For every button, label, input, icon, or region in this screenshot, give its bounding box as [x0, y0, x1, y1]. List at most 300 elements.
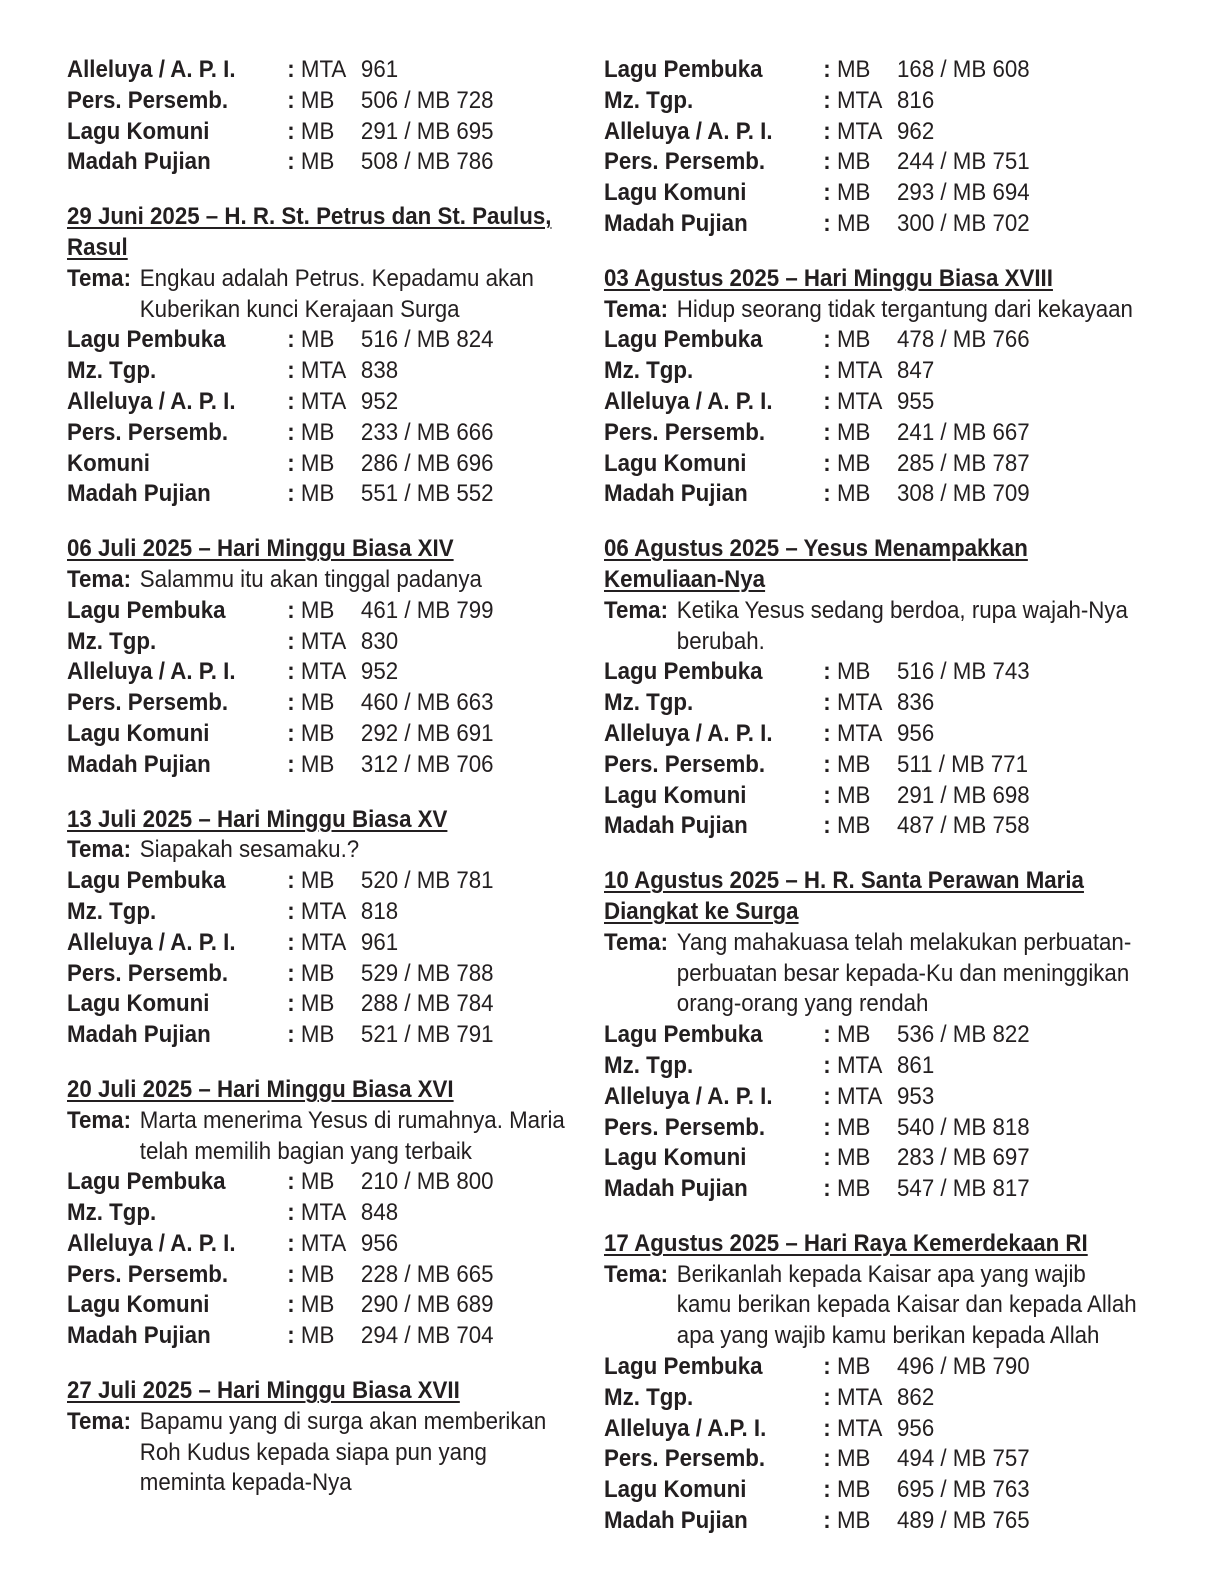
song-book: MB [300, 1322, 335, 1350]
section-heading [67, 534, 522, 565]
song-colon: : [823, 357, 831, 385]
tema-line [604, 1290, 1141, 1321]
song-colon: : [287, 357, 295, 385]
song-label: Alleluya / A. P. I. [604, 117, 773, 145]
song-row [604, 1020, 1141, 1051]
song-row [604, 1113, 1141, 1144]
left-column [67, 55, 567, 1499]
song-label: Mz. Tgp. [604, 1383, 694, 1411]
section-heading-text: 06 Juli 2025 – Hari Minggu Biasa XIV [67, 535, 454, 563]
song-colon: : [287, 990, 295, 1018]
song-label: Lagu Pembuka [67, 867, 226, 895]
song-number: 292 / MB 691 [360, 719, 494, 747]
song-label: Pers. Persemb. [67, 959, 229, 987]
song-row [67, 479, 522, 510]
section-heading-text: 29 Juni 2025 – H. R. St. Petrus dan St. Paulus, [67, 203, 552, 231]
song-row [67, 117, 522, 148]
song-book: MB [300, 1260, 335, 1288]
song-label: Pers. Persemb. [67, 418, 229, 446]
song-label: Madah Pujian [604, 1507, 748, 1535]
song-number: 489 / MB 765 [897, 1507, 1030, 1535]
song-label: Lagu Pembuka [604, 658, 763, 686]
song-colon: : [823, 480, 831, 508]
song-number: 300 / MB 702 [897, 209, 1030, 237]
song-colon: : [823, 812, 831, 840]
song-colon: : [823, 209, 831, 237]
song-book: MB [300, 959, 335, 987]
song-label: Pers. Persemb. [604, 1445, 766, 1473]
song-label: Lagu Pembuka [604, 1021, 763, 1049]
song-colon: : [823, 750, 831, 778]
song-label: Mz. Tgp. [604, 86, 694, 114]
song-label: Lagu Komuni [67, 990, 210, 1018]
tema-line [67, 1438, 522, 1469]
song-number: 487 / MB 758 [897, 812, 1030, 840]
song-book: MB [836, 480, 871, 508]
song-book: MTA [300, 1199, 347, 1227]
song-label: Lagu Komuni [604, 1144, 747, 1172]
song-book: MB [836, 750, 871, 778]
tema-text: Hidup seorang tidak tergantung dari kekayaan [676, 295, 1133, 323]
song-label: Alleluya / A. P. I. [604, 719, 773, 747]
song-colon: : [823, 387, 831, 415]
song-colon: : [287, 1168, 295, 1196]
tema-text: apa yang wajib kamu berikan kepada Allah [676, 1322, 1100, 1350]
song-book: MTA [300, 658, 347, 686]
song-book: MB [836, 449, 871, 477]
song-colon: : [823, 689, 831, 717]
song-label: Lagu Pembuka [604, 326, 763, 354]
section-heading [67, 1075, 522, 1106]
song-row [604, 811, 1141, 842]
song-row [67, 356, 522, 387]
song-row [67, 866, 522, 897]
song-book: MB [300, 148, 335, 176]
song-row [604, 1444, 1141, 1475]
song-book: MB [300, 1021, 335, 1049]
song-book: MTA [836, 719, 883, 747]
song-label: Mz. Tgp. [604, 689, 694, 717]
song-label: Lagu Komuni [604, 179, 747, 207]
song-number: 308 / MB 709 [897, 480, 1030, 508]
song-colon: : [823, 1021, 831, 1049]
song-row [67, 959, 522, 990]
song-colon: : [823, 1051, 831, 1079]
song-book: MB [300, 326, 335, 354]
song-label: Lagu Pembuka [604, 56, 763, 83]
song-number: 233 / MB 666 [360, 418, 494, 446]
song-label: Komuni [67, 449, 150, 477]
tema-label: Tema: [604, 596, 669, 624]
tema-label: Tema: [604, 1260, 669, 1288]
section-heading [67, 202, 552, 233]
song-colon: : [287, 56, 295, 83]
song-row [604, 1475, 1141, 1506]
tema-line [67, 1468, 522, 1499]
song-label: Madah Pujian [604, 209, 748, 237]
song-book: MB [300, 596, 335, 624]
tema-line [67, 835, 522, 866]
song-row [67, 897, 522, 928]
section-spacer [67, 510, 567, 534]
song-colon: : [823, 179, 831, 207]
song-book: MTA [300, 928, 347, 956]
section-heading [604, 866, 1141, 897]
song-number: 460 / MB 663 [360, 689, 494, 717]
song-label: Lagu Komuni [604, 449, 747, 477]
song-number: 516 / MB 824 [360, 326, 494, 354]
song-colon: : [287, 1229, 295, 1257]
song-colon: : [287, 627, 295, 655]
tema-text: kamu berikan kepada Kaisar dan kepada Allah [676, 1291, 1137, 1319]
section-spacer [604, 842, 1194, 866]
tema-line [67, 1106, 565, 1137]
song-label: Madah Pujian [604, 1175, 748, 1203]
section-heading-text: Kemuliaan-Nya [604, 565, 766, 593]
section-spacer [67, 781, 567, 805]
song-book: MB [300, 418, 335, 446]
song-label: Pers. Persemb. [67, 1260, 229, 1288]
song-book: MTA [836, 1414, 883, 1442]
song-colon: : [823, 1353, 831, 1381]
tema-text: Marta menerima Yesus di rumahnya. Maria [139, 1106, 565, 1134]
song-number: 506 / MB 728 [360, 86, 494, 114]
song-colon: : [823, 781, 831, 809]
song-label: Mz. Tgp. [67, 897, 157, 925]
song-row [604, 449, 1141, 480]
song-label: Mz. Tgp. [604, 357, 694, 385]
song-colon: : [287, 117, 295, 145]
section-heading [67, 1376, 522, 1407]
song-book: MB [836, 56, 871, 83]
song-row [67, 657, 522, 688]
song-book: MTA [300, 897, 347, 925]
tema-line [604, 989, 1141, 1020]
song-row [604, 1506, 1141, 1537]
section-heading [604, 534, 1141, 565]
song-row [67, 719, 522, 750]
tema-text: Salammu itu akan tinggal padanya [139, 565, 482, 593]
song-colon: : [823, 449, 831, 477]
song-row [604, 418, 1141, 449]
song-number: 547 / MB 817 [897, 1175, 1030, 1203]
song-label: Alleluya / A. P. I. [604, 1082, 773, 1110]
tema-label: Tema: [67, 264, 132, 292]
song-number: 516 / MB 743 [897, 658, 1030, 686]
tema-line [604, 928, 1141, 959]
tema-text: meminta kepada-Nya [139, 1469, 352, 1497]
song-book: MB [836, 781, 871, 809]
song-colon: : [287, 418, 295, 446]
song-label: Pers. Persemb. [67, 689, 229, 717]
song-row [67, 1260, 522, 1291]
song-number: 241 / MB 667 [897, 418, 1030, 446]
section-heading-text: Rasul [67, 233, 128, 261]
song-colon: : [287, 1199, 295, 1227]
song-row [604, 688, 1141, 719]
song-colon: : [287, 928, 295, 956]
song-row [67, 1290, 522, 1321]
song-number: 956 [897, 719, 935, 747]
song-label: Lagu Komuni [67, 719, 210, 747]
song-row [604, 1082, 1141, 1113]
song-row [67, 1321, 522, 1352]
song-number: 291 / MB 698 [897, 781, 1030, 809]
tema-text: Siapakah sesamaku.? [139, 836, 360, 864]
song-row [67, 387, 522, 418]
song-label: Alleluya / A. P. I. [67, 928, 236, 956]
song-colon: : [823, 1445, 831, 1473]
song-number: 478 / MB 766 [897, 326, 1030, 354]
song-number: 508 / MB 786 [360, 148, 494, 176]
song-book: MB [836, 148, 871, 176]
song-book: MB [300, 990, 335, 1018]
song-row [604, 387, 1141, 418]
section-spacer [604, 240, 1194, 264]
song-colon: : [287, 1291, 295, 1319]
song-row [604, 209, 1141, 240]
tema-text: Kuberikan kunci Kerajaan Surga [139, 295, 460, 323]
tema-label: Tema: [67, 1106, 132, 1134]
song-book: MB [836, 1113, 871, 1141]
song-number: 830 [360, 627, 399, 655]
song-number: 952 [360, 658, 399, 686]
song-colon: : [823, 326, 831, 354]
song-row [604, 750, 1141, 781]
section-heading-text: 03 Agustus 2025 – Hari Minggu Biasa XVIII [604, 264, 1053, 292]
song-label: Mz. Tgp. [67, 1199, 157, 1227]
tema-text: perbuatan besar kepada-Ku dan meninggikan [676, 959, 1130, 987]
tema-text: Berikanlah kepada Kaisar apa yang wajib [676, 1260, 1086, 1288]
song-row [67, 928, 522, 959]
tema-line [604, 1321, 1141, 1352]
section-heading [67, 233, 522, 264]
tema-label: Tema: [604, 928, 669, 956]
song-book: MB [836, 812, 871, 840]
song-row [67, 1167, 522, 1198]
song-colon: : [823, 1383, 831, 1411]
song-number: 955 [897, 387, 935, 415]
song-book: MB [836, 179, 871, 207]
section-heading-text: Diangkat ke Surga [604, 897, 799, 925]
song-colon: : [823, 1414, 831, 1442]
tema-line [67, 295, 522, 326]
song-colon: : [823, 1175, 831, 1203]
song-label: Pers. Persemb. [604, 750, 766, 778]
song-number: 847 [897, 357, 935, 385]
song-label: Lagu Komuni [67, 117, 210, 145]
song-label: Lagu Pembuka [604, 1353, 763, 1381]
song-colon: : [823, 719, 831, 747]
song-row [67, 750, 522, 781]
song-book: MB [300, 1291, 335, 1319]
tema-text: Engkau adalah Petrus. Kepadamu akan [139, 264, 534, 292]
tema-line [604, 1260, 1141, 1291]
song-label: Alleluya / A. P. I. [67, 1229, 236, 1257]
song-colon: : [287, 480, 295, 508]
song-colon: : [287, 1260, 295, 1288]
song-colon: : [287, 867, 295, 895]
song-colon: : [287, 387, 295, 415]
tema-label: Tema: [67, 1407, 132, 1435]
song-book: MB [836, 209, 871, 237]
song-colon: : [287, 719, 295, 747]
song-row [67, 1229, 522, 1260]
song-row [67, 1020, 522, 1051]
song-label: Pers. Persemb. [604, 148, 766, 176]
song-number: 291 / MB 695 [360, 117, 494, 145]
tema-line [604, 627, 1141, 658]
song-label: Alleluya / A. P. I. [67, 658, 236, 686]
song-book: MB [836, 1507, 871, 1535]
song-number: 494 / MB 757 [897, 1445, 1030, 1473]
song-number: 228 / MB 665 [360, 1260, 494, 1288]
song-number: 861 [897, 1051, 935, 1079]
song-book: MB [300, 689, 335, 717]
song-colon: : [287, 148, 295, 176]
song-number: 511 / MB 771 [897, 750, 1028, 778]
tema-text: orang-orang yang rendah [676, 990, 929, 1018]
right-column [604, 55, 1194, 1537]
song-label: Mz. Tgp. [604, 1051, 694, 1079]
song-row [604, 1174, 1141, 1205]
song-book: MTA [836, 357, 883, 385]
tema-text: Roh Kudus kepada siapa pun yang [139, 1438, 487, 1466]
song-book: MB [300, 719, 335, 747]
tema-line [67, 1407, 547, 1438]
song-book: MTA [836, 117, 883, 145]
song-book: MB [300, 480, 335, 508]
song-book: MB [836, 1144, 871, 1172]
song-row [604, 55, 1141, 86]
song-number: 956 [897, 1414, 935, 1442]
song-label: Pers. Persemb. [67, 86, 229, 114]
song-row [67, 147, 522, 178]
song-number: 294 / MB 704 [360, 1322, 494, 1350]
song-number: 312 / MB 706 [360, 750, 494, 778]
song-colon: : [287, 750, 295, 778]
song-label: Lagu Komuni [604, 781, 747, 809]
song-book: MB [836, 1175, 871, 1203]
song-colon: : [287, 689, 295, 717]
song-label: Madah Pujian [67, 1021, 211, 1049]
song-label: Alleluya / A. P. I. [67, 387, 236, 415]
song-number: 540 / MB 818 [897, 1113, 1030, 1141]
song-row [604, 1352, 1141, 1383]
song-number: 816 [897, 86, 935, 114]
song-label: Lagu Pembuka [67, 1168, 226, 1196]
song-number: 956 [360, 1229, 399, 1257]
song-row [67, 596, 522, 627]
song-colon: : [823, 148, 831, 176]
tema-line [604, 959, 1141, 990]
song-row [67, 989, 522, 1020]
song-label: Madah Pujian [67, 750, 211, 778]
song-label: Madah Pujian [67, 1322, 211, 1350]
song-colon: : [287, 658, 295, 686]
tema-text: telah memilih bagian yang terbaik [139, 1137, 472, 1165]
song-number: 286 / MB 696 [360, 449, 494, 477]
song-number: 461 / MB 799 [360, 596, 494, 624]
song-label: Alleluya / A. P. I. [67, 56, 236, 83]
song-book: MB [300, 449, 335, 477]
song-book: MB [836, 418, 871, 446]
song-book: MB [300, 1168, 335, 1196]
song-number: 496 / MB 790 [897, 1353, 1030, 1381]
song-colon: : [823, 1113, 831, 1141]
song-row [604, 479, 1141, 510]
song-number: 551 / MB 552 [360, 480, 494, 508]
song-colon: : [287, 449, 295, 477]
song-colon: : [287, 897, 295, 925]
song-book: MTA [836, 1082, 883, 1110]
section-heading-text: 20 Juli 2025 – Hari Minggu Biasa XVI [67, 1075, 454, 1103]
song-number: 953 [897, 1082, 935, 1110]
section-heading [604, 264, 1141, 295]
song-book: MB [836, 1445, 871, 1473]
tema-label: Tema: [67, 836, 132, 864]
song-label: Lagu Pembuka [67, 326, 226, 354]
song-label: Mz. Tgp. [67, 357, 157, 385]
song-number: 283 / MB 697 [897, 1144, 1030, 1172]
song-row [67, 325, 522, 356]
song-colon: : [823, 1507, 831, 1535]
song-row [604, 781, 1141, 812]
song-number: 961 [360, 928, 399, 956]
song-number: 695 / MB 763 [897, 1476, 1030, 1504]
song-colon: : [823, 86, 831, 114]
tema-line [67, 1137, 522, 1168]
section-heading [67, 805, 522, 836]
song-book: MTA [300, 387, 347, 415]
song-label: Madah Pujian [604, 480, 748, 508]
song-number: 961 [360, 56, 399, 83]
song-book: MTA [836, 1383, 883, 1411]
song-label: Madah Pujian [67, 148, 211, 176]
song-book: MB [300, 867, 335, 895]
song-number: 288 / MB 784 [360, 990, 494, 1018]
song-label: Madah Pujian [604, 812, 748, 840]
song-number: 244 / MB 751 [897, 148, 1030, 176]
song-number: 536 / MB 822 [897, 1021, 1030, 1049]
section-heading [604, 565, 1141, 596]
song-label: Alleluya / A. P. I. [604, 387, 773, 415]
song-book: MTA [836, 1051, 883, 1079]
song-label: Madah Pujian [67, 480, 211, 508]
tema-line [604, 295, 1141, 326]
song-book: MB [300, 86, 335, 114]
song-number: 521 / MB 791 [360, 1021, 494, 1049]
song-label: Lagu Komuni [67, 1291, 210, 1319]
song-label: Pers. Persemb. [604, 418, 766, 446]
song-book: MB [836, 1353, 871, 1381]
song-number: 210 / MB 800 [360, 1168, 494, 1196]
section-heading [604, 897, 1141, 928]
song-row [604, 356, 1141, 387]
song-label: Lagu Komuni [604, 1476, 747, 1504]
song-row [604, 1143, 1141, 1174]
section-spacer [67, 178, 567, 202]
song-book: MB [836, 658, 871, 686]
song-number: 848 [360, 1199, 399, 1227]
song-colon: : [823, 117, 831, 145]
song-row [604, 178, 1141, 209]
song-colon: : [823, 658, 831, 686]
song-colon: : [823, 1476, 831, 1504]
section-spacer [67, 1352, 567, 1376]
song-colon: : [823, 418, 831, 446]
song-row [67, 418, 522, 449]
